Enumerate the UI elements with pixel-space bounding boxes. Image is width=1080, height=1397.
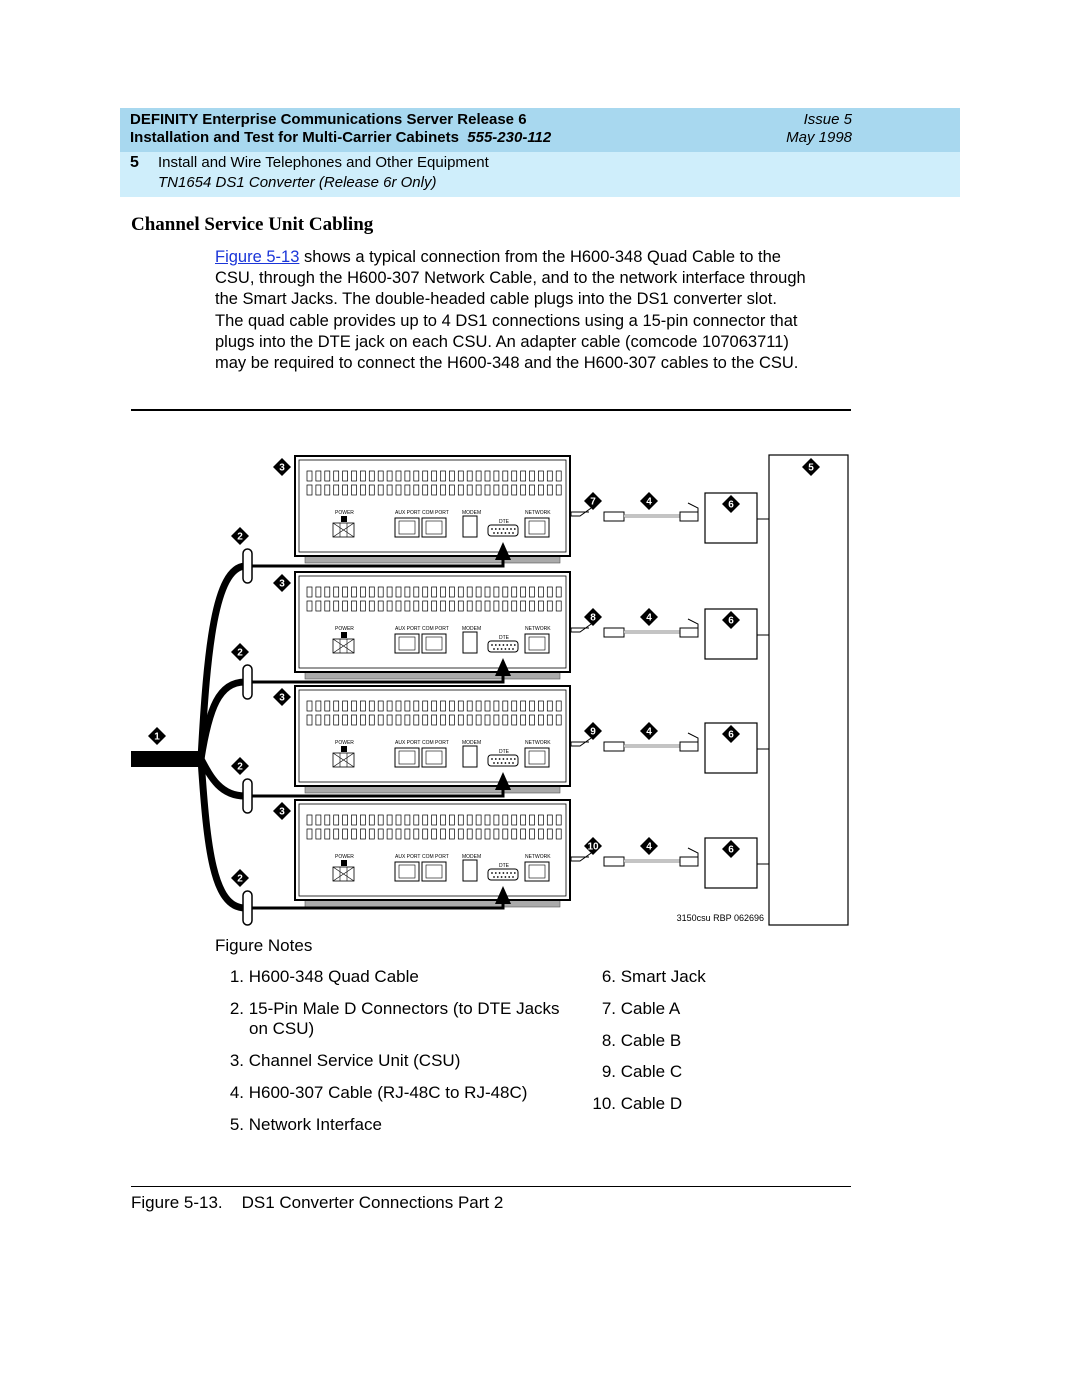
chapter-number: 5 (130, 154, 139, 171)
db15-pin (491, 644, 493, 646)
marker-label: 6 (728, 729, 734, 741)
db15-pin (506, 872, 508, 874)
rj48c-plug-icon (570, 506, 594, 516)
db15-pin (505, 532, 507, 534)
port-label: AUX PORT (395, 740, 421, 746)
db15-pin (499, 528, 501, 530)
db15-pin (495, 644, 497, 646)
db15-pin (501, 762, 503, 764)
doc-subtitle-text: Installation and Test for Multi-Carrier Cabinets (130, 129, 459, 146)
port-label: POWER (335, 626, 354, 632)
body-line: CSU, through the H600-307 Network Cable, and to the network interface through (215, 269, 806, 288)
body-line: shows a typical connection from the H600-348 Quad Cable to the (299, 248, 781, 266)
db15-pin (510, 758, 512, 760)
port-label: AUX PORT (395, 626, 421, 632)
db15-pin (493, 762, 495, 764)
db15-pin (505, 648, 507, 650)
marker-label: 3 (279, 692, 285, 704)
db15-pin (501, 876, 503, 878)
db15-pin (510, 644, 512, 646)
art-id-label: 3150csu RBP 062696 (676, 913, 764, 923)
db15-pin (499, 644, 501, 646)
db15-pin (514, 644, 516, 646)
port-label: NETWORK (525, 740, 551, 746)
marker-label: 3 (279, 578, 285, 590)
note-number: 10. (592, 1094, 616, 1113)
figure-note-item (224, 1115, 382, 1135)
rj48c-plug-icon (570, 736, 594, 746)
section-subtitle: TN1654 DS1 Converter (Release 6r Only) (158, 174, 437, 191)
port-label: DTE (499, 519, 509, 525)
note-text: Cable D (616, 1094, 683, 1113)
db15-pin (508, 762, 510, 764)
db15-pin (505, 762, 507, 764)
issue-date: May 1998 (786, 129, 852, 146)
db15-pin (505, 876, 507, 878)
note-text: Smart Jack (616, 967, 706, 986)
body-line: may be required to connect the H600-348 and the H600-307 cables to the CSU. (215, 354, 799, 373)
marker-label: 5 (808, 462, 814, 474)
db15-pin (514, 872, 516, 874)
db15-pin (493, 532, 495, 534)
note-number: 1. (229, 967, 244, 986)
power-switch (341, 860, 347, 866)
db15-pin (508, 648, 510, 650)
rj48c-plug-icon (570, 851, 594, 861)
db15-pin (503, 528, 505, 530)
body-paragraph (215, 247, 855, 374)
port-label: NETWORK (525, 510, 551, 516)
db15-pin (495, 758, 497, 760)
note-number: 2. (229, 999, 244, 1018)
marker-label: 8 (590, 612, 596, 624)
figure-note-item (588, 1094, 682, 1114)
doc-title: DEFINITY Enterprise Communications Server Release 6 (130, 111, 527, 128)
db15-plug-icon (243, 891, 252, 925)
note-number: 3. (229, 1051, 244, 1070)
db15-pin (506, 644, 508, 646)
note-number: 7. (601, 999, 616, 1018)
port-label: MODEM (462, 740, 482, 746)
marker-label: 6 (728, 844, 734, 856)
db15-pin (506, 758, 508, 760)
figure-notes-heading: Figure Notes (215, 936, 313, 955)
marker-label: 4 (646, 612, 652, 624)
marker-label: 4 (646, 496, 652, 508)
note-number: 9. (601, 1062, 616, 1081)
caption-label: Figure 5-13. (131, 1193, 223, 1212)
body-line: the Smart Jacks. The double-headed cable plugs into the DS1 converter slot. (215, 290, 777, 309)
quad-cable-trunk (131, 751, 201, 767)
port-label: MODEM (462, 510, 482, 516)
figure-note-item (588, 999, 680, 1019)
note-text: Cable C (616, 1062, 683, 1081)
db15-pin (491, 872, 493, 874)
power-switch (341, 632, 347, 638)
rj48c-plug-icon (680, 857, 698, 866)
db15-plug-icon (243, 779, 252, 813)
db15-pin (497, 762, 499, 764)
db15-pin (514, 758, 516, 760)
db15-pin (510, 872, 512, 874)
modem-port-icon (463, 516, 477, 537)
note-text-continued: on CSU) (249, 1019, 315, 1038)
db15-pin (493, 876, 495, 878)
modem-port-icon (463, 860, 477, 881)
note-text: H600-348 Quad Cable (244, 967, 419, 986)
db15-pin (503, 872, 505, 874)
db15-pin (497, 876, 499, 878)
note-text: Channel Service Unit (CSU) (244, 1051, 461, 1070)
db15-connector-icon (488, 755, 518, 766)
figure-note-item (588, 967, 706, 987)
db15-pin (508, 532, 510, 534)
figure-note-item (224, 967, 419, 987)
db15-pin (501, 532, 503, 534)
rj48c-plug-icon (604, 628, 624, 637)
figure-caption (131, 1193, 503, 1213)
db15-pin (512, 532, 514, 534)
marker-label: 2 (237, 761, 243, 773)
note-number: 5. (229, 1115, 244, 1134)
db15-pin (497, 648, 499, 650)
figure-note-item (588, 1062, 682, 1082)
ds1-connection-diagram (125, 448, 855, 933)
quad-cable-branch (201, 759, 245, 908)
csu-shelf (305, 786, 560, 793)
db15-pin (512, 876, 514, 878)
db15-plug-icon (243, 549, 252, 583)
issue-label: Issue 5 (803, 111, 852, 128)
db15-pin (495, 872, 497, 874)
marker-label: 4 (646, 726, 652, 738)
note-number: 4. (229, 1083, 244, 1102)
db15-pin (499, 872, 501, 874)
marker-label: 9 (590, 726, 596, 738)
rj48c-plug-icon (680, 742, 698, 751)
figure-note-item (224, 1083, 527, 1103)
note-text: Network Interface (244, 1115, 382, 1134)
doc-subtitle (130, 129, 551, 146)
port-label: NETWORK (525, 854, 551, 860)
port-label: COM PORT (422, 740, 449, 746)
power-switch (341, 746, 347, 752)
port-label: AUX PORT (395, 510, 421, 516)
port-label: POWER (335, 510, 354, 516)
figure-link[interactable]: Figure 5-13 (215, 248, 300, 266)
marker-label: 2 (237, 531, 243, 543)
power-switch (341, 516, 347, 522)
modem-port-icon (463, 746, 477, 767)
port-label: COM PORT (422, 510, 449, 516)
rj48c-plug-icon (604, 857, 624, 866)
note-text: Cable A (616, 999, 681, 1018)
marker-label: 6 (728, 615, 734, 627)
rj48c-plug-icon (604, 742, 624, 751)
figure-note-item (224, 1051, 460, 1071)
network-interface-box (769, 455, 848, 925)
csu-shelf (305, 900, 560, 907)
port-label: COM PORT (422, 626, 449, 632)
port-label: MODEM (462, 626, 482, 632)
port-label: COM PORT (422, 854, 449, 860)
caption-title: DS1 Converter Connections Part 2 (241, 1193, 504, 1212)
figure-note-item (588, 1031, 681, 1051)
db15-pin (497, 532, 499, 534)
db15-pin (501, 648, 503, 650)
doc-number: 555-230-112 (467, 129, 552, 146)
db15-connector-icon (488, 641, 518, 652)
chapter-title: Install and Wire Telephones and Other Equipment (158, 154, 489, 171)
marker-label: 3 (279, 806, 285, 818)
db15-pin (495, 528, 497, 530)
csu-shelf (305, 556, 560, 563)
port-label: POWER (335, 854, 354, 860)
db15-plug-icon (243, 665, 252, 699)
modem-port-icon (463, 632, 477, 653)
marker-label: 2 (237, 647, 243, 659)
db15-pin (493, 648, 495, 650)
marker-label: 4 (646, 841, 652, 853)
rj48c-plug-icon (604, 512, 624, 521)
rj48c-plug-icon (680, 512, 698, 521)
marker-label: 7 (590, 496, 596, 508)
port-label: AUX PORT (395, 854, 421, 860)
db15-pin (508, 876, 510, 878)
body-line: The quad cable provides up to 4 DS1 connections using a 15-pin connector that (215, 311, 798, 330)
marker-label: 2 (237, 873, 243, 885)
db15-pin (510, 528, 512, 530)
marker-label: 10 (587, 841, 599, 853)
db15-pin (512, 648, 514, 650)
note-text: H600-307 Cable (RJ-48C to RJ-48C) (244, 1083, 528, 1102)
db15-pin (503, 644, 505, 646)
rj48c-plug-icon (570, 622, 594, 632)
port-label: DTE (499, 749, 509, 755)
db15-pin (491, 758, 493, 760)
note-number: 6. (601, 967, 616, 986)
body-line: plugs into the DTE jack on each CSU. An adapter cable (comcode 107063711) (215, 332, 789, 351)
db15-pin (499, 758, 501, 760)
marker-label: 6 (728, 499, 734, 511)
db15-pin (512, 762, 514, 764)
csu-shelf (305, 672, 560, 679)
port-label: NETWORK (525, 626, 551, 632)
port-label: DTE (499, 635, 509, 641)
figure-top-rule (131, 409, 851, 411)
note-text: Cable B (616, 1031, 682, 1050)
db15-pin (506, 528, 508, 530)
port-label: POWER (335, 740, 354, 746)
db15-pin (491, 528, 493, 530)
note-number: 8. (601, 1031, 616, 1050)
db15-connector-icon (488, 869, 518, 880)
caption-rule (131, 1186, 851, 1187)
rj48c-plug-icon (680, 628, 698, 637)
section-heading: Channel Service Unit Cabling (131, 214, 374, 235)
db15-pin (514, 528, 516, 530)
port-label: MODEM (462, 854, 482, 860)
figure-note-item (224, 999, 560, 1039)
marker-label: 3 (279, 462, 285, 474)
db15-connector-icon (488, 525, 518, 536)
port-label: DTE (499, 863, 509, 869)
note-text: 15-Pin Male D Connectors (to DTE Jacks (244, 999, 560, 1018)
db15-pin (503, 758, 505, 760)
marker-label: 1 (154, 731, 160, 743)
